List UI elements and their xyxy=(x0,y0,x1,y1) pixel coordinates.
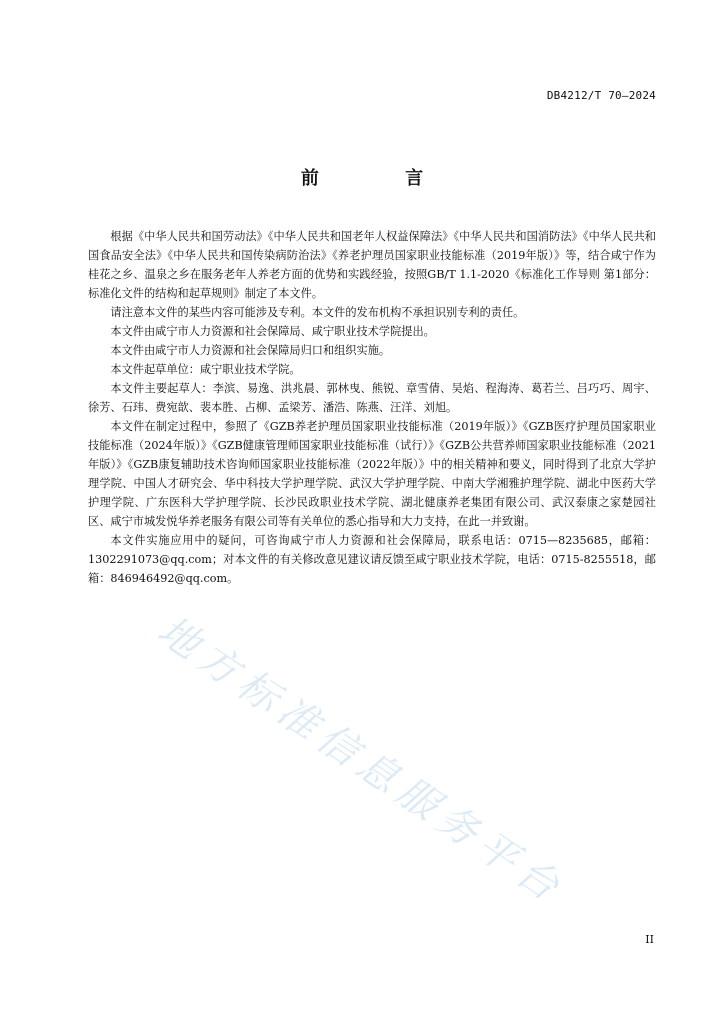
paragraph-patent: 请注意本文件的某些内容可能涉及专利。本文件的发布机构不承担识别专利的责任。 xyxy=(110,306,525,319)
paragraph-basis: 根据《中华人民共和国劳动法》《中华人民共和国老年人权益保障法》《中华人民共和国消防法》《中华人民共和国食品安全法》《中华人民共和国传染病防治法》《养老护理员国家职业技能标准（2019年版）》等，结合咸宁作为桂花之乡、温泉之乡在服务老年人养老方面的优势和实践经验，按照GB/T 1.1-2020《标准化工作导则 第1部分：标准化文件的结构和起草规则》制定了本文件。 xyxy=(88,230,656,300)
paragraph-administrator: 本文件由咸宁市人力资源和社会保障局归口和组织实施。 xyxy=(110,344,391,357)
standard-code: DB4212/T 70—2024 xyxy=(546,89,656,102)
paragraph-drafting-unit: 本文件起草单位：咸宁职业技术学院。 xyxy=(110,363,301,376)
page-title: 前 言 xyxy=(300,168,464,189)
page-number: II xyxy=(645,933,654,946)
paragraph-references: 本文件在制定过程中，参照了《GZB养老护理员国家职业技能标准（2019年版）》《GZB医疗护理员国家职业技能标准（2024年版）》《GZB健康管理师国家职业技能标准（试行）》《GZB公共营养师国家职业技能标准（2021年版）》《GZB康复辅助技术咨询师国家职业技能标准（2022年版）》中的相关精神和要义，同时得到了北京大学护理学院、中国人才研究会、华中科技大学护理学院、武汉大学护理学院、中南大学湘雅护理学院、湖北中医药大学护理学院、广东医科大学护理学院、长沙民政职业技术学院、湖北健康养老集团有限公司、武汉泰康之家楚园社区、咸宁市城发悦华养老服务有限公司等有关单位的悉心指导和大力支持，在此一并致谢。 xyxy=(88,420,656,528)
preface-body xyxy=(88,227,656,588)
paragraph-drafters: 本文件主要起草人：李滨、易逸、洪兆晨、郭林曳、熊锐、章雪倩、吴焰、程海涛、葛若兰、吕巧巧、周宇、徐芳、石玮、费宛歆、裴本胜、占柳、孟梁芳、潘浩、陈燕、汪洋、刘旭。 xyxy=(88,382,656,414)
paragraph-proposer: 本文件由咸宁市人力资源和社会保障局、咸宁职业技术学院提出。 xyxy=(110,325,435,338)
paragraph-contact: 本文件实施应用中的疑问，可咨询咸宁市人力资源和社会保障局，联系电话：0715—8235685，邮箱：1302291073@qq.com；对本文件的有关修改意见建议请反馈至咸宁职业技术学院，电话：0715-8255518，邮箱：846946492@qq.com。 xyxy=(88,534,656,585)
watermark: 地方标准信息服务平台 xyxy=(149,607,573,915)
